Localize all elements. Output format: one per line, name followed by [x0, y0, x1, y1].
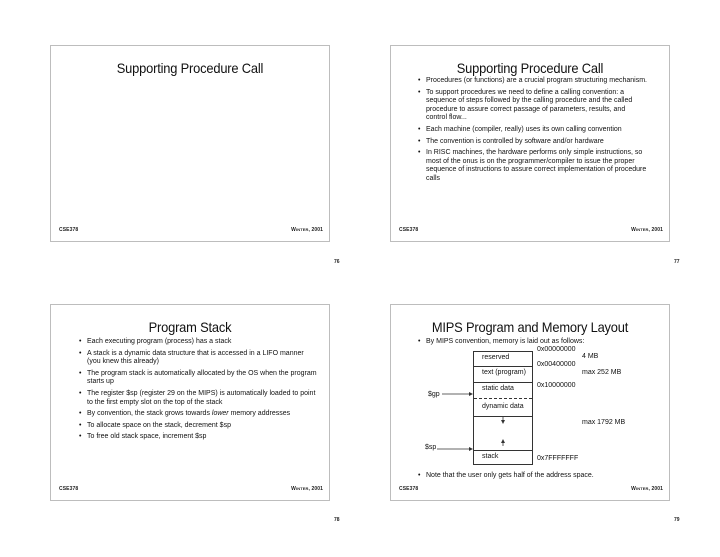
address-label: 0x00400000 — [537, 361, 576, 368]
footer-course: CSE378 — [59, 486, 79, 492]
segment-stack: stack — [482, 453, 499, 460]
address-label: 0x00000000 — [537, 346, 576, 353]
footer-course: CSE378 — [399, 486, 419, 492]
slide-77 — [390, 45, 670, 242]
footer-course: CSE378 — [399, 227, 419, 233]
slide-title: Supporting Procedure Call — [116, 60, 264, 76]
slide-76 — [50, 45, 330, 242]
slide-78 — [50, 304, 330, 501]
address-label: 0x7FFFFFFF — [537, 455, 579, 462]
segment-size: 4 MB — [582, 353, 599, 360]
bullet: • Each machine (compiler, really) uses its own calling convention — [418, 126, 648, 135]
register-sp-label: $sp — [425, 444, 437, 451]
slide-title: Supporting Procedure Call — [456, 60, 604, 76]
bullet: • In RISC machines, the hardware performs only simple instructions, so most of the onus is on the programmer/compiler to issue the proper sequence of instructions to assure correct implementation of procedure calls — [418, 149, 648, 183]
slide-title: MIPS Program and Memory Layout — [431, 319, 629, 335]
sub-bullet: • To free old stack space, increment $sp — [79, 433, 319, 442]
bullet: • Procedures (or functions) are a crucial program structuring mechanism. — [418, 77, 648, 86]
bullet-list — [79, 338, 319, 445]
page-number: 79 — [674, 517, 680, 523]
bullet: • Each executing program (process) has a stack — [79, 338, 319, 347]
page-number: 76 — [334, 259, 340, 265]
bullet-note: • Note that the user only gets half of the address space. — [418, 472, 658, 481]
up-arrow-icon — [501, 439, 505, 446]
sub-bullet: • To allocate space on the stack, decrement $sp — [79, 422, 319, 431]
address-label: 0x10000000 — [537, 382, 576, 389]
convention-suffix: memory addresses — [228, 410, 291, 418]
segment-static-data: static data — [482, 385, 514, 392]
bullet: • The convention is controlled by software and/or hardware — [418, 138, 648, 147]
page-number: 78 — [334, 517, 340, 523]
page-number: 77 — [674, 259, 680, 265]
convention-prefix: By convention, the stack grows towards — [87, 410, 212, 418]
down-arrow-icon — [501, 416, 505, 424]
segment-dynamic-data: dynamic data — [482, 403, 524, 410]
sp-pointer-arrow — [437, 447, 473, 451]
bullet-list — [418, 472, 658, 484]
bullet-list — [418, 77, 648, 187]
footer-term: Winter, 2001 — [631, 227, 663, 233]
bullet: • A stack is a dynamic data structure that is accessed in a LIFO manner (you knew this already) — [79, 350, 319, 367]
segment-size: max 1792 MB — [582, 419, 626, 426]
bullet: • To support procedures we need to define a calling convention: a sequence of steps followed by the calling procedure and the called procedure to assure correct passage of parameters, results, and control flow... — [418, 89, 648, 123]
footer-course: CSE378 — [59, 227, 79, 233]
convention-emphasis: lower — [211, 410, 229, 418]
slide-79 — [390, 304, 670, 501]
footer-term: Winter, 2001 — [291, 227, 323, 233]
register-gp-label: $gp — [428, 391, 440, 398]
bullet-convention — [79, 410, 319, 419]
segment-reserved: reserved — [482, 354, 510, 361]
segment-text: text (program) — [482, 369, 526, 376]
footer-term: Winter, 2001 — [291, 486, 323, 492]
segment-size: max 252 MB — [582, 369, 622, 376]
bullet: • By MIPS convention, memory is laid out as follows: — [418, 338, 658, 347]
slide-title: Program Stack — [148, 319, 232, 335]
bullet: • The register $sp (register 29 on the MIPS) is automatically loaded to point to the first empty slot on the top of the stack — [79, 390, 319, 407]
gp-pointer-arrow — [442, 392, 473, 396]
bullet: • The program stack is automatically allocated by the OS when the program starts up — [79, 370, 319, 387]
footer-term: Winter, 2001 — [631, 486, 663, 492]
